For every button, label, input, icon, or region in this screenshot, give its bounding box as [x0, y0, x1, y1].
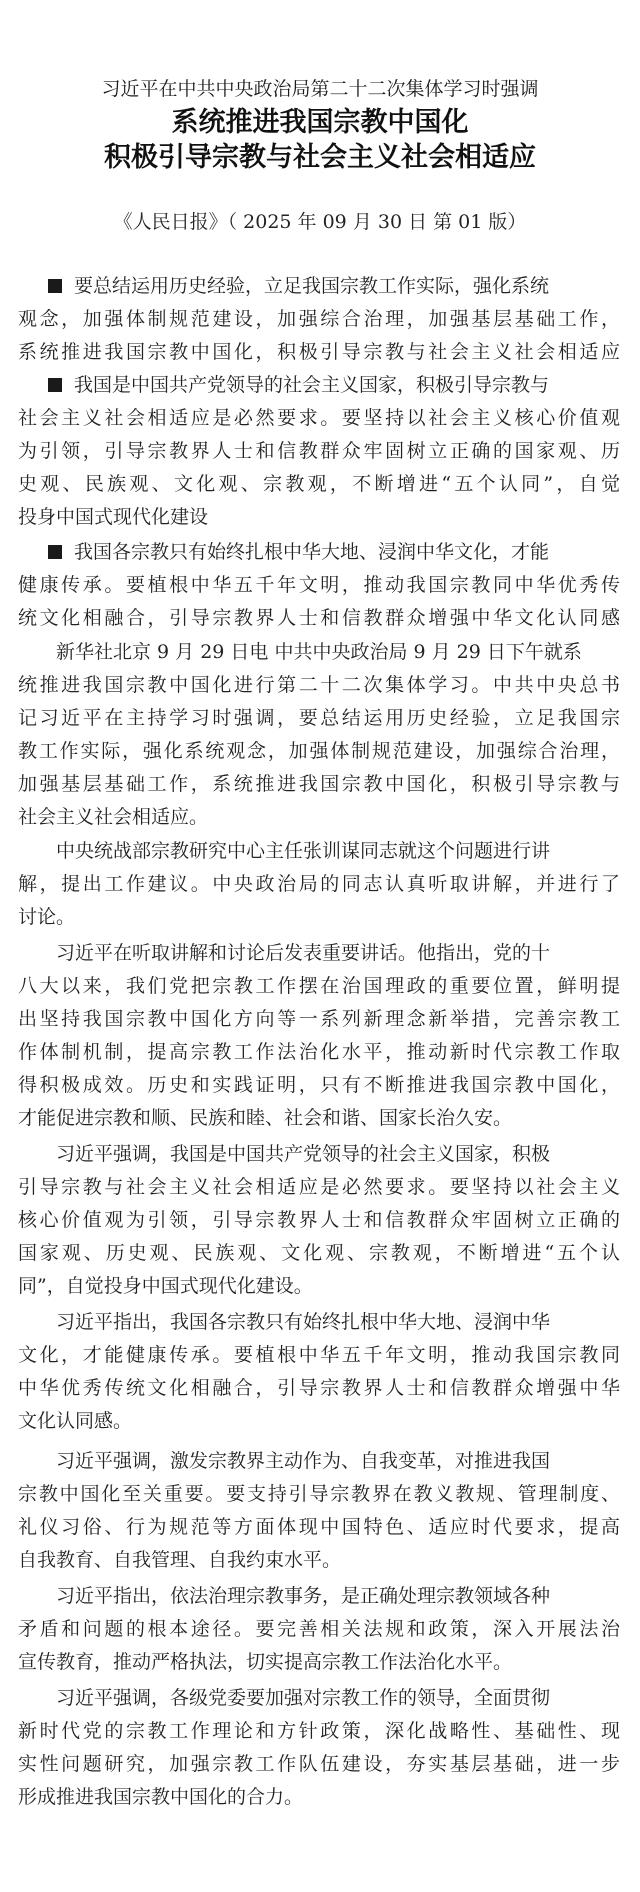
paragraph-3-line-6: 才能促进宗教和顺、民族和睦、社会和谐、国家长治久安。 [18, 1107, 513, 1129]
paragraph-4-line-4: 国家观、历史观、民族观、文化观、宗教观，不断增进“五个认 [18, 1242, 620, 1264]
paragraph-8-line-3: 实性问题研究，加强宗教工作队伍建设，夯实基层基础，进一步 [18, 1753, 620, 1775]
paragraph-4-line-2: 引导宗教与社会主义社会相适应是必然要求。要坚持以社会主义 [18, 1176, 620, 1198]
article-source: 《人民日报》（ 2025 年 09 月 30 日 第 01 版） [113, 211, 527, 233]
paragraph-4-line-3: 核心价值观为引领，引导宗教界人士和信教群众牢固树立正确的 [18, 1209, 620, 1231]
square-bullet-icon [48, 279, 62, 293]
highlight-2-line-2: 社会主义社会相适应是必然要求。要坚持以社会主义核心价值观 [18, 407, 620, 429]
paragraph-6-line-3: 礼仪习俗、行为规范等方面体现中国特色、适应时代要求，提高 [18, 1516, 620, 1538]
paragraph-7-line-3: 宣传教育，推动严格执法，切实提高宗教工作法治化水平。 [18, 1651, 513, 1673]
paragraph-2-line-1: 中央统战部宗教研究中心主任张训谋同志就这个问题进行讲 [56, 840, 551, 862]
paragraph-1-line-1: 新华社北京 9 月 29 日电 中共中央政治局 9 月 29 日下午就系 [56, 641, 582, 663]
square-bullet-icon [48, 545, 62, 559]
highlight-1-line-1: 要总结运用历史经验，立足我国宗教工作实际，强化系统 [18, 273, 620, 299]
paragraph-3-line-3: 出坚持我国宗教中国化方向等一系列新理念新举措，完善宗教工 [18, 1008, 620, 1030]
paragraph-2-line-3: 讨论。 [18, 906, 76, 928]
paragraph-4-line-5: 同”，自觉投身中国式现代化建设。 [18, 1275, 313, 1297]
paragraph-1-line-6: 社会主义社会相适应。 [18, 806, 209, 828]
highlight-3-line-2: 健康传承。要植根中华五千年文明，推动我国宗教同中华优秀传 [18, 574, 620, 596]
highlight-1-line-2: 观念，加强体制规范建设，加强综合治理，加强基层基础工作， [18, 308, 620, 330]
square-bullet-icon [48, 378, 62, 392]
paragraph-3-line-1: 习近平在听取讲解和讨论后发表重要讲话。他指出，党的十 [56, 942, 551, 964]
paragraph-8-line-2: 新时代党的宗教工作理论和方针政策，深化战略性、基础性、现 [18, 1720, 620, 1742]
paragraph-1-line-3: 记习近平在主持学习时强调，要总结运用历史经验，立足我国宗 [18, 707, 620, 729]
paragraph-4-line-1: 习近平强调，我国是中国共产党领导的社会主义国家，积极 [56, 1143, 551, 1165]
paragraph-6-line-1: 习近平强调，激发宗教界主动作为、自我变革，对推进我国 [56, 1450, 551, 1472]
highlight-3-line-1: 我国各宗教只有始终扎根中华大地、浸润中华文化，才能 [18, 539, 620, 565]
paragraph-3-line-5: 得积极成效。历史和实践证明，只有不断推进我国宗教中国化， [18, 1074, 620, 1096]
paragraph-1-line-5: 加强基层基础工作，系统推进我国宗教中国化，积极引导宗教与 [18, 773, 620, 795]
highlight-2-line-1: 我国是中国共产党领导的社会主义国家，积极引导宗教与 [18, 372, 620, 398]
paragraph-1-line-2: 统推进我国宗教中国化进行第二十二次集体学习。中共中央总书 [18, 674, 620, 696]
paragraph-3-line-4: 作体制机制，提高宗教工作法治化水平，推动新时代宗教工作取 [18, 1041, 620, 1063]
paragraph-5-line-3: 中华优秀传统文化相融合，引导宗教界人士和信教群众增强中华 [18, 1377, 620, 1399]
highlight-2-line-5: 投身中国式现代化建设 [18, 506, 209, 528]
highlight-2-line-3: 为引领，引导宗教界人士和信教群众牢固树立正确的国家观、历 [18, 440, 620, 462]
headline-line-2: 积极引导宗教与社会主义社会相适应 [104, 142, 536, 173]
highlight-1-line-3: 系统推进我国宗教中国化，积极引导宗教与社会主义社会相适应 [18, 341, 620, 363]
paragraph-6-line-2: 宗教中国化至关重要。要支持引导宗教界在教义教规、管理制度、 [18, 1483, 620, 1505]
paragraph-8-line-1: 习近平强调，各级党委要加强对宗教工作的领导，全面贯彻 [56, 1687, 551, 1709]
article-kicker: 习近平在中共中央政治局第二十二次集体学习时强调 [101, 78, 539, 100]
paragraph-5-line-1: 习近平指出，我国各宗教只有始终扎根中华大地、浸润中华 [56, 1311, 551, 1333]
paragraph-6-line-4: 自我教育、自我管理、自我约束水平。 [18, 1549, 342, 1571]
paragraph-3-line-2: 八大以来，我们党把宗教工作摆在治国理政的重要位置，鲜明提 [18, 975, 620, 997]
headline-line-1: 系统推进我国宗教中国化 [171, 107, 469, 138]
paragraph-5-line-2: 文化，才能健康传承。要植根中华五千年文明，推动我国宗教同 [18, 1344, 620, 1366]
highlight-2-line-4: 史观、民族观、文化观、宗教观，不断增进“五个认同”，自觉 [18, 473, 620, 495]
paragraph-8-line-4: 形成推进我国宗教中国化的合力。 [18, 1786, 304, 1808]
paragraph-2-line-2: 解，提出工作建议。中央政治局的同志认真听取讲解，并进行了 [18, 873, 620, 895]
paragraph-1-line-4: 教工作实际，强化系统观念，加强体制规范建设，加强综合治理， [18, 740, 620, 762]
highlight-3-line-3: 统文化相融合，引导宗教界人士和信教群众增强中华文化认同感 [18, 607, 620, 629]
paragraph-7-line-2: 矛盾和问题的根本途径。要完善相关法规和政策，深入开展法治 [18, 1618, 620, 1640]
paragraph-5-line-4: 文化认同感。 [18, 1410, 133, 1432]
paragraph-7-line-1: 习近平指出，依法治理宗教事务，是正确处理宗教领域各种 [56, 1585, 551, 1607]
